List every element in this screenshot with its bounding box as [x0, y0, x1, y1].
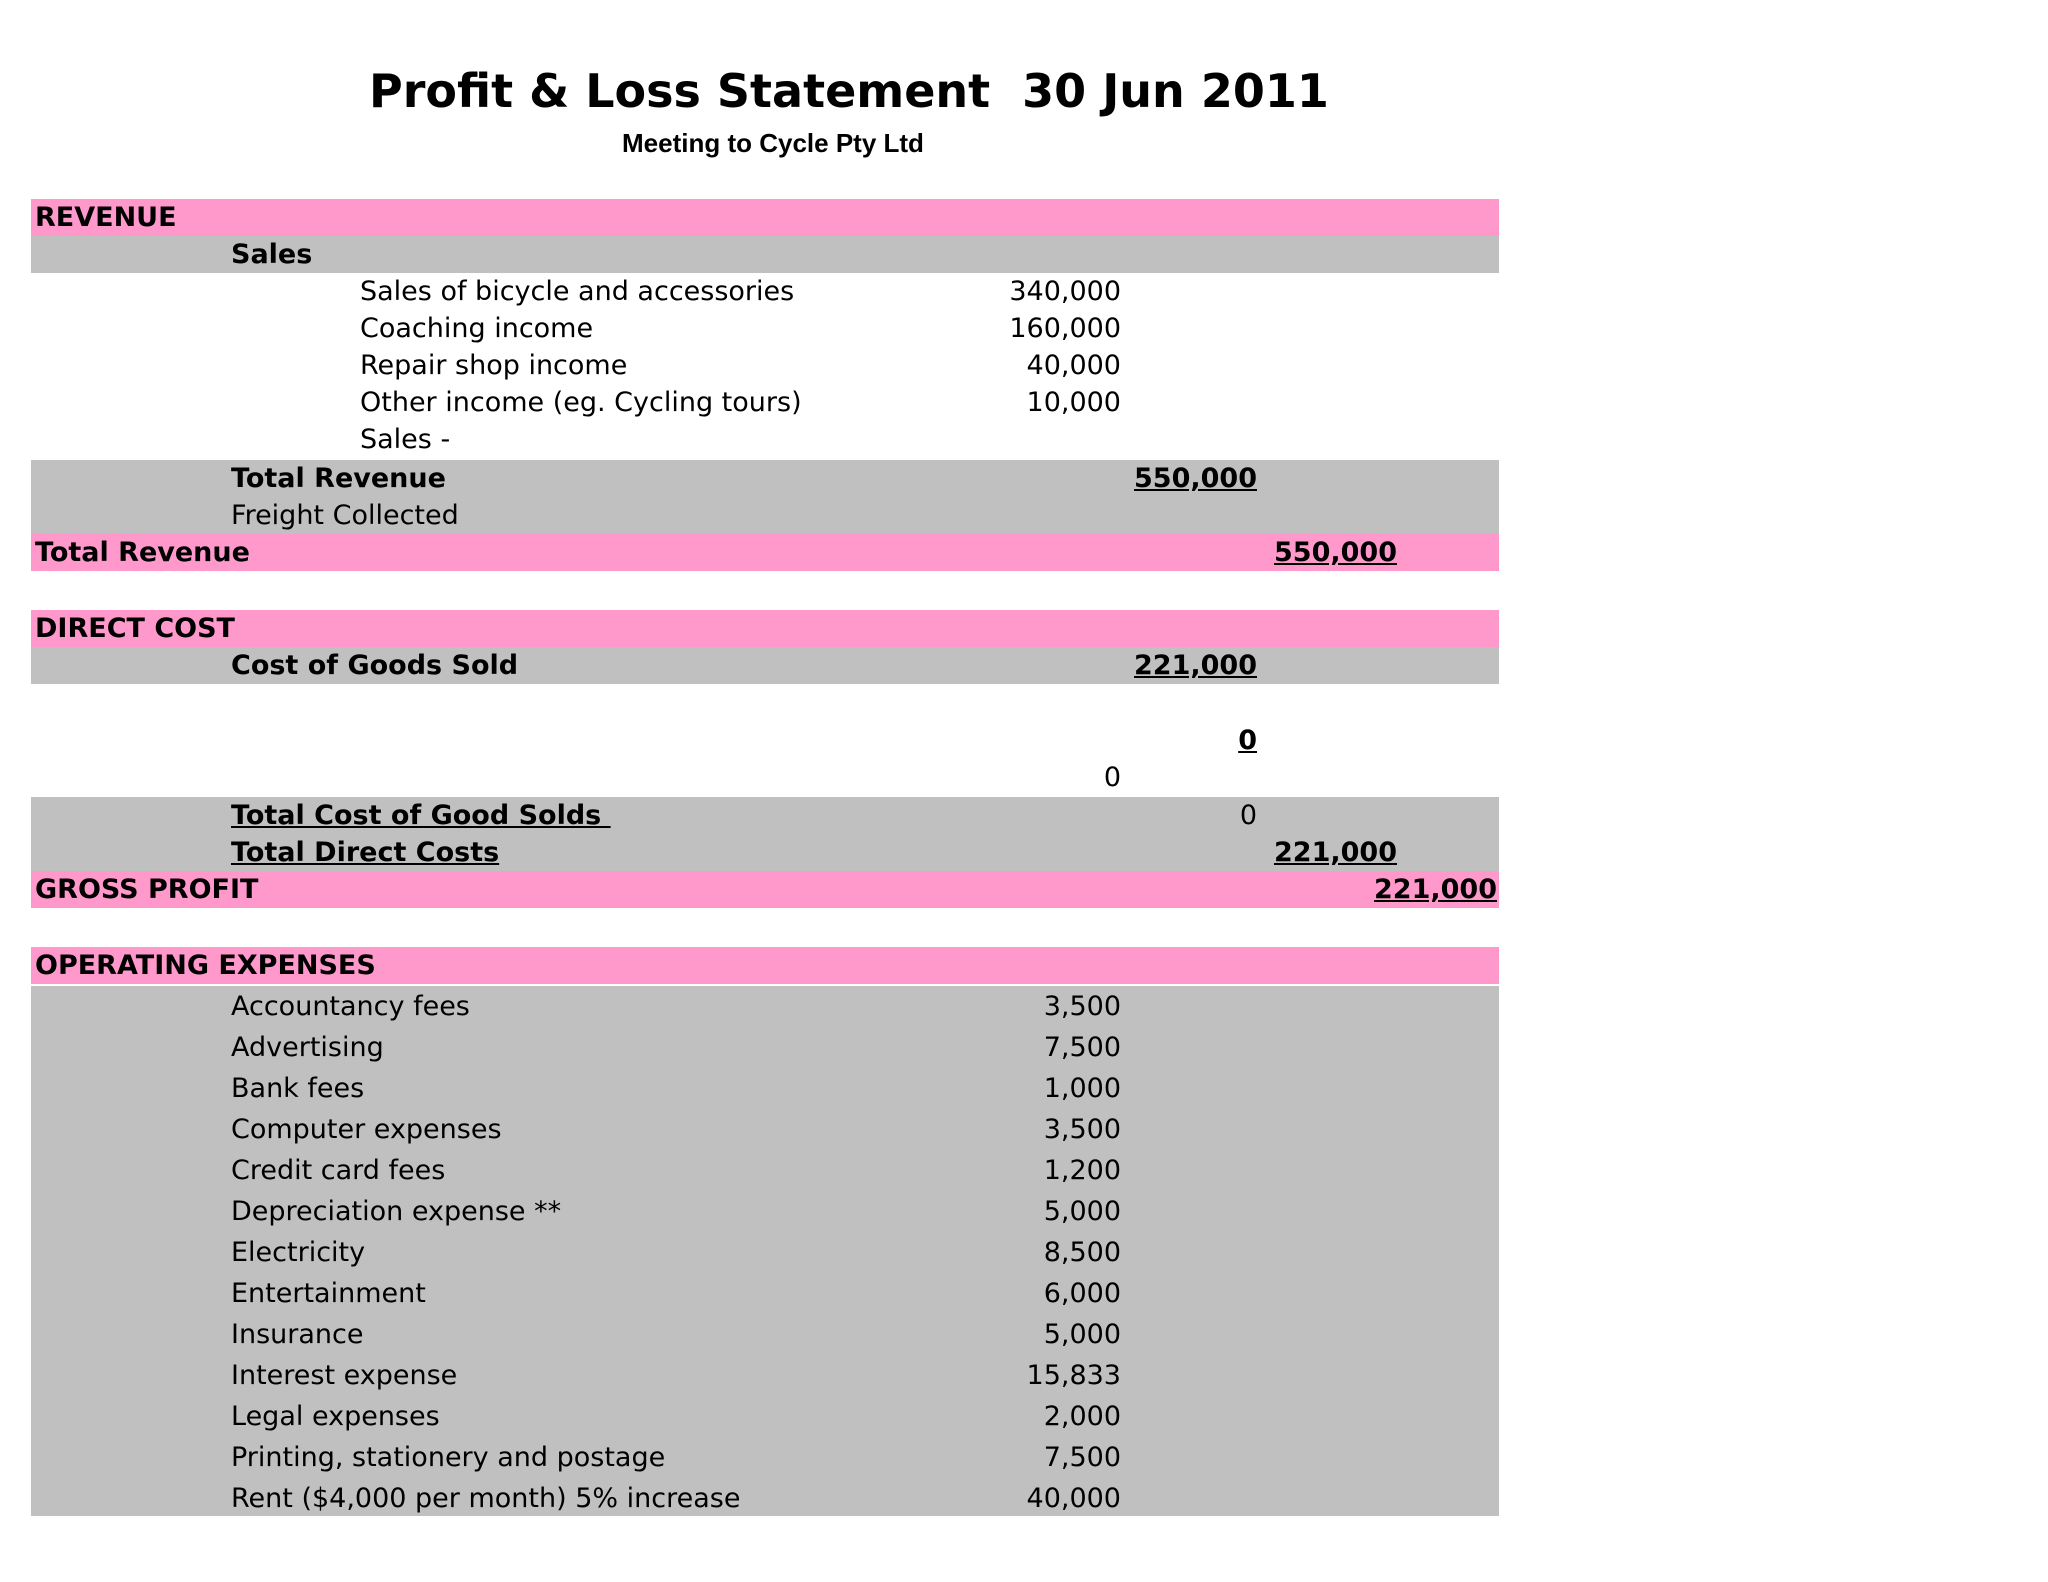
opex-row	[31, 1437, 1499, 1478]
revenue-item-label: Repair shop income	[360, 350, 628, 381]
opex-row	[31, 1068, 1499, 1109]
opex-row	[31, 986, 1499, 1027]
opex-row	[31, 1232, 1499, 1273]
opex-label: Insurance	[231, 1319, 364, 1350]
freight-label: Freight Collected	[231, 500, 459, 531]
opex-label: Advertising	[231, 1032, 384, 1063]
total-cogs-label: Total Cost of Good Solds	[231, 800, 611, 831]
opex-amount: 2,000	[1043, 1401, 1121, 1432]
opex-amount: 15,833	[1026, 1360, 1121, 1391]
opex-label: Legal expenses	[231, 1401, 440, 1432]
opex-amount: 40,000	[1026, 1483, 1121, 1514]
total-cogs-row	[31, 797, 1499, 834]
opex-row	[31, 1109, 1499, 1150]
sales-label: Sales	[231, 239, 313, 270]
gross-profit-label: GROSS PROFIT	[35, 874, 259, 905]
opex-label: Computer expenses	[231, 1114, 502, 1145]
cogs-value: 221,000	[1134, 650, 1257, 681]
opex-amount: 5,000	[1043, 1319, 1121, 1350]
revenue-item-row	[31, 273, 1499, 310]
revenue-item-row	[31, 310, 1499, 347]
opex-amount: 5,000	[1043, 1196, 1121, 1227]
revenue-subtotal-label: Total Revenue	[231, 463, 446, 494]
revenue-item-amount: 10,000	[1026, 387, 1121, 418]
opex-label: Printing, stationery and postage	[231, 1442, 666, 1473]
opex-row	[31, 1396, 1499, 1437]
opex-amount: 7,500	[1043, 1442, 1121, 1473]
total-direct-row	[31, 834, 1499, 871]
total-revenue-value: 550,000	[1274, 537, 1397, 568]
opex-label: Rent ($4,000 per month) 5% increase	[231, 1483, 741, 1514]
opex-row	[31, 1150, 1499, 1191]
gross-profit-row	[31, 871, 1499, 908]
opex-header: OPERATING EXPENSES	[35, 950, 376, 981]
opex-row	[31, 1355, 1499, 1396]
opex-row	[31, 1314, 1499, 1355]
opex-label: Electricity	[231, 1237, 366, 1268]
opex-list	[31, 986, 1499, 1516]
total-revenue-row	[31, 534, 1499, 571]
direct-cost-header: DIRECT COST	[35, 613, 235, 644]
blank-value-a: 0	[1238, 725, 1257, 756]
opex-label: Bank fees	[231, 1073, 365, 1104]
revenue-item-label: Coaching income	[360, 313, 594, 344]
opex-label: Depreciation expense **	[231, 1196, 562, 1227]
opex-amount: 8,500	[1043, 1237, 1121, 1268]
sales-row	[31, 236, 1499, 273]
opex-amount: 3,500	[1043, 1114, 1121, 1145]
opex-label: Interest expense	[231, 1360, 458, 1391]
total-direct-value: 221,000	[1274, 837, 1397, 868]
revenue-item-amount: 40,000	[1026, 350, 1121, 381]
total-revenue-label: Total Revenue	[35, 537, 250, 568]
opex-amount: 1,000	[1043, 1073, 1121, 1104]
total-cogs-value: 0	[1239, 800, 1257, 831]
opex-label: Credit card fees	[231, 1155, 446, 1186]
total-direct-label: Total Direct Costs	[231, 837, 500, 868]
revenue-item-label: Sales -	[360, 424, 451, 455]
opex-row	[31, 1478, 1499, 1519]
opex-label: Entertainment	[231, 1278, 426, 1309]
opex-header-row	[31, 947, 1499, 984]
revenue-item-row	[31, 421, 1499, 458]
revenue-item-row	[31, 347, 1499, 384]
opex-row	[31, 1273, 1499, 1314]
revenue-item-amount: 160,000	[1009, 313, 1121, 344]
opex-amount: 7,500	[1043, 1032, 1121, 1063]
cogs-label: Cost of Goods Sold	[231, 650, 519, 681]
opex-label: Accountancy fees	[231, 991, 470, 1022]
revenue-header: REVENUE	[35, 202, 177, 233]
blank-value-b: 0	[1103, 762, 1121, 793]
revenue-subtotal-value: 550,000	[1134, 463, 1257, 494]
page-title: Profit & Loss Statement 30 Jun 2011	[369, 64, 1329, 118]
opex-row	[31, 1027, 1499, 1068]
revenue-item-amount: 340,000	[1009, 276, 1121, 307]
opex-amount: 6,000	[1043, 1278, 1121, 1309]
revenue-header-row	[31, 199, 1499, 236]
opex-amount: 1,200	[1043, 1155, 1121, 1186]
blank-row	[31, 722, 1499, 759]
revenue-item-label: Sales of bicycle and accessories	[360, 276, 795, 307]
gross-profit-value: 221,000	[1374, 874, 1497, 905]
company-name: Meeting to Cycle Pty Ltd	[622, 128, 924, 158]
opex-amount: 3,500	[1043, 991, 1121, 1022]
opex-row	[31, 1191, 1499, 1232]
blank-row	[31, 759, 1499, 796]
revenue-subtotal-row	[31, 460, 1499, 497]
revenue-item-row	[31, 384, 1499, 421]
revenue-item-label: Other income (eg. Cycling tours)	[360, 387, 802, 418]
direct-cost-header-row	[31, 610, 1499, 647]
cogs-row	[31, 647, 1499, 684]
freight-row	[31, 497, 1499, 534]
